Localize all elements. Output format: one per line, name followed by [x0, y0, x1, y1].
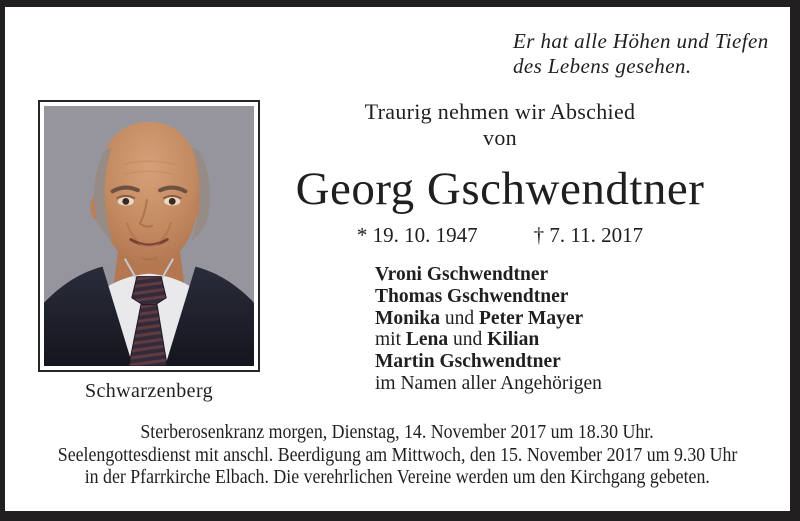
portrait-illustration [44, 106, 254, 366]
memorial-quote-line1: Er hat alle Höhen und Tiefen [513, 29, 769, 53]
service-announcements [5, 421, 790, 489]
photo-caption: Schwarzenberg [84, 380, 214, 402]
memorial-quote [513, 29, 769, 79]
announcement-line: in der Pfarrkirche Elbach. Die verehrlichen Vereine werden um den Kirchgang gebeten. [84, 466, 711, 488]
mourner-line: Vroni Gschwendtner [375, 264, 549, 285]
mourner-line: mit Lena und Kilian [375, 329, 540, 351]
mourners-list [375, 264, 602, 395]
intro-text [265, 99, 735, 151]
life-dates [265, 223, 735, 248]
mourner-line: Thomas Gschwendtner [375, 285, 569, 307]
announcement-line: Sterberosenkranz morgen, Dienstag, 14. November 2017 um 18.30 Uhr. [140, 421, 655, 443]
mourner-line: Martin Gschwendtner [375, 351, 561, 373]
announcement-column [265, 99, 735, 248]
intro-line1: Traurig nehmen wir Abschied [364, 99, 636, 124]
death-date: † 7. 11. 2017 [533, 223, 644, 247]
portrait-photo [38, 100, 260, 372]
mourners-closing: im Namen aller Angehörigen [375, 372, 602, 394]
intro-line2: von [483, 125, 517, 150]
birth-date: * 19. 10. 1947 [356, 223, 478, 247]
deceased-name: Georg Gschwendtner [295, 163, 705, 215]
mourner-line: Monika und Peter Mayer [375, 307, 584, 329]
announcement-line: Seelengottesdienst mit anschl. Beerdigung am Mittwoch, den 15. November 2017 um 9.30 Uhr [57, 443, 738, 466]
memorial-quote-line2: des Lebens gesehen. [513, 54, 692, 78]
